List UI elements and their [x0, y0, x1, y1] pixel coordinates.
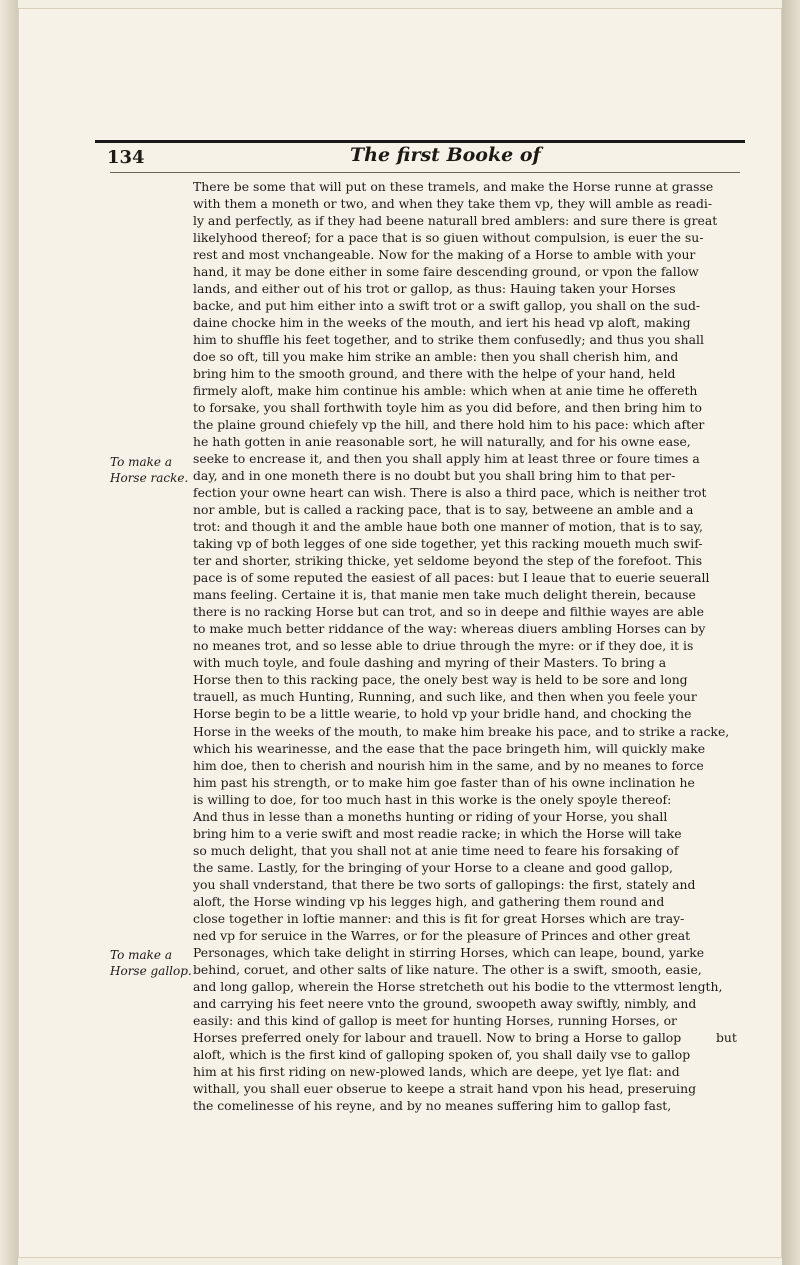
- text-line: daine chocke him in the weeks of the mouth, and iert his head vp aloft, making: [193, 315, 691, 331]
- text-line: is willing to doe, for too much hast in this worke is the onely spoyle thereof:: [193, 791, 672, 807]
- text-line: ter and shorter, striking thicke, yet seldome beyond the step of the forefoot. This: [193, 553, 703, 569]
- text-line: Personages, which take delight in stirring Horses, which can leape, bound, yarke: [193, 944, 705, 960]
- text-line: taking vp of both legges of one side together, yet this racking moueth much swif-: [193, 536, 703, 552]
- page-number: 134: [107, 147, 145, 168]
- text-line: fection your owne heart can wish. There is also a third pace, which is neither trot: [193, 485, 707, 501]
- text-line: so much delight, that you shall not at anie time need to feare his forsaking of: [193, 842, 679, 858]
- text-line: Horse begin to be a little wearie, to hold vp your bridle hand, and chocking the: [193, 706, 692, 722]
- text-line: hand, it may be done either in some faire descending ground, or vpon the fallow: [193, 264, 699, 280]
- text-line: him at his first riding on new-plowed lands, which are deepe, yet lye flat: and: [193, 1063, 680, 1079]
- text-line: rest and most vnchangeable. Now for the making of a Horse to amble with your: [193, 247, 696, 263]
- text-line: bring him to a verie swift and most readie racke; in which the Horse will take: [193, 825, 682, 841]
- text-line: seeke to encrease it, and then you shall apply him at least three or foure times a: [193, 451, 700, 467]
- text-line: the comelinesse of his reyne, and by no meanes suffering him to gallop fast,: [193, 1097, 672, 1113]
- text-line: withall, you shall euer obserue to keepe a strait hand vpon his head, preseruing: [193, 1080, 696, 1096]
- text-line: Horse then to this racking pace, the onely best way is held to be sore and long: [193, 672, 688, 688]
- text-line: and carrying his feet neere vnto the ground, swoopeth away swiftly, nimbly, and: [193, 995, 697, 1011]
- text-line: firmely aloft, make him continue his amble: which when at anie time he offereth: [193, 383, 698, 399]
- text-line: ned vp for seruice in the Warres, or for the pleasure of Princes and other great: [193, 927, 691, 943]
- text-line: to forsake, you shall forthwith toyle him as you did before, and then bring him to: [193, 400, 702, 416]
- text-line: with much toyle, and foule dashing and myring of their Masters. To bring a: [193, 655, 667, 671]
- text-line: pace is of some reputed the easiest of all paces: but I leaue that to euerie seuerall: [193, 570, 710, 586]
- body-text: [193, 178, 760, 1114]
- text-line: day, and in one moneth there is no doubt but you shall bring him to that per-: [193, 468, 676, 484]
- text-line: doe so oft, till you make him strike an amble: then you shall cherish him, and: [193, 349, 679, 365]
- header-rule: [95, 140, 745, 143]
- text-line: he hath gotten in anie reasonable sort, he will naturally, and for his owne ease,: [193, 434, 691, 450]
- text-line: to make much better riddance of the way: whereas diuers ambling Horses can by: [193, 621, 706, 637]
- text-line: likelyhood thereof; for a pace that is so giuen without compulsion, is euer the su-: [193, 230, 704, 246]
- text-line: the same. Lastly, for the bringing of your Horse to a cleane and good gallop,: [193, 859, 673, 875]
- text-line: him to shuffle his feet together, and to strike them confusedly; and thus you shall: [193, 332, 704, 348]
- text-line: lands, and either out of his trot or gallop, as thus: Hauing taken your Horses: [193, 281, 676, 297]
- text-line: there is no racking Horse but can trot, and so in deepe and filthie wayes are able: [193, 604, 704, 620]
- text-line: bring him to the smooth ground, and there with the helpe of your hand, held: [193, 366, 676, 382]
- text-line: Horses preferred onely for labour and trauell. Now to bring a Horse to gallop: [193, 1029, 682, 1045]
- text-line: close together in loftie manner: and this is fit for great Horses which are tray-: [193, 910, 685, 926]
- header-underline: [110, 172, 740, 173]
- text-line: which his wearinesse, and the ease that the pace bringeth him, will quickly make: [193, 740, 706, 756]
- text-line: trot: and though it and the amble haue both one manner of motion, that is to say,: [193, 519, 703, 535]
- text-line: no meanes trot, and so lesse able to driue through the myre: or if they doe, it is: [193, 638, 694, 654]
- catchword: but: [716, 1030, 737, 1045]
- text-line: And thus in lesse than a moneths hunting or riding of your Horse, you shall: [193, 808, 668, 824]
- text-line: behind, coruet, and other salts of like nature. The other is a swift, smooth, easie,: [193, 961, 702, 977]
- text-line: easily: and this kind of gallop is meet for hunting Horses, running Horses, or: [193, 1012, 677, 1028]
- margin-note-racke: To make a Horse racke.: [110, 455, 189, 485]
- text-line: him past his strength, or to make him goe faster than of his owne inclination he: [193, 774, 695, 790]
- text-line: There be some that will put on these tramels, and make the Horse runne at grasse: [193, 179, 714, 194]
- text-line: mans feeling. Certaine it is, that manie men take much delight therein, because: [193, 587, 696, 603]
- text-line: nor amble, but is called a racking pace, that is to say, betweene an amble and a: [193, 502, 694, 518]
- margin-note-gallop: To make a Horse gallop.: [110, 948, 192, 978]
- text-line: and long gallop, wherein the Horse stretcheth out his bodie to the vttermost length,: [193, 978, 723, 994]
- text-line: ly and perfectly, as if they had beene naturall bred amblers: and sure there is great: [193, 213, 718, 229]
- text-line: him doe, then to cherish and nourish him in the same, and by no meanes to force: [193, 757, 704, 773]
- page-gutter-left: [0, 0, 18, 1265]
- page-gutter-right: [782, 0, 800, 1265]
- text-line: you shall vnderstand, that there be two sorts of gallopings: the first, stately and: [193, 876, 696, 892]
- text-line: with them a moneth or two, and when they take them vp, they will amble as readi-: [193, 196, 713, 212]
- running-head: The first Booke of: [350, 144, 541, 166]
- text-line: aloft, which is the first kind of galloping spoken of, you shall daily vse to gallop: [193, 1046, 691, 1062]
- text-line: Horse in the weeks of the mouth, to make him breake his pace, and to strike a racke,: [193, 723, 730, 739]
- text-line: backe, and put him either into a swift trot or a swift gallop, you shall on the sud-: [193, 298, 701, 314]
- text-line: trauell, as much Hunting, Running, and such like, and then when you feele your: [193, 689, 697, 705]
- text-line: aloft, the Horse winding vp his legges high, and gathering them round and: [193, 893, 665, 909]
- text-line: the plaine ground chiefely vp the hill, and there hold him to his pace: which after: [193, 417, 705, 433]
